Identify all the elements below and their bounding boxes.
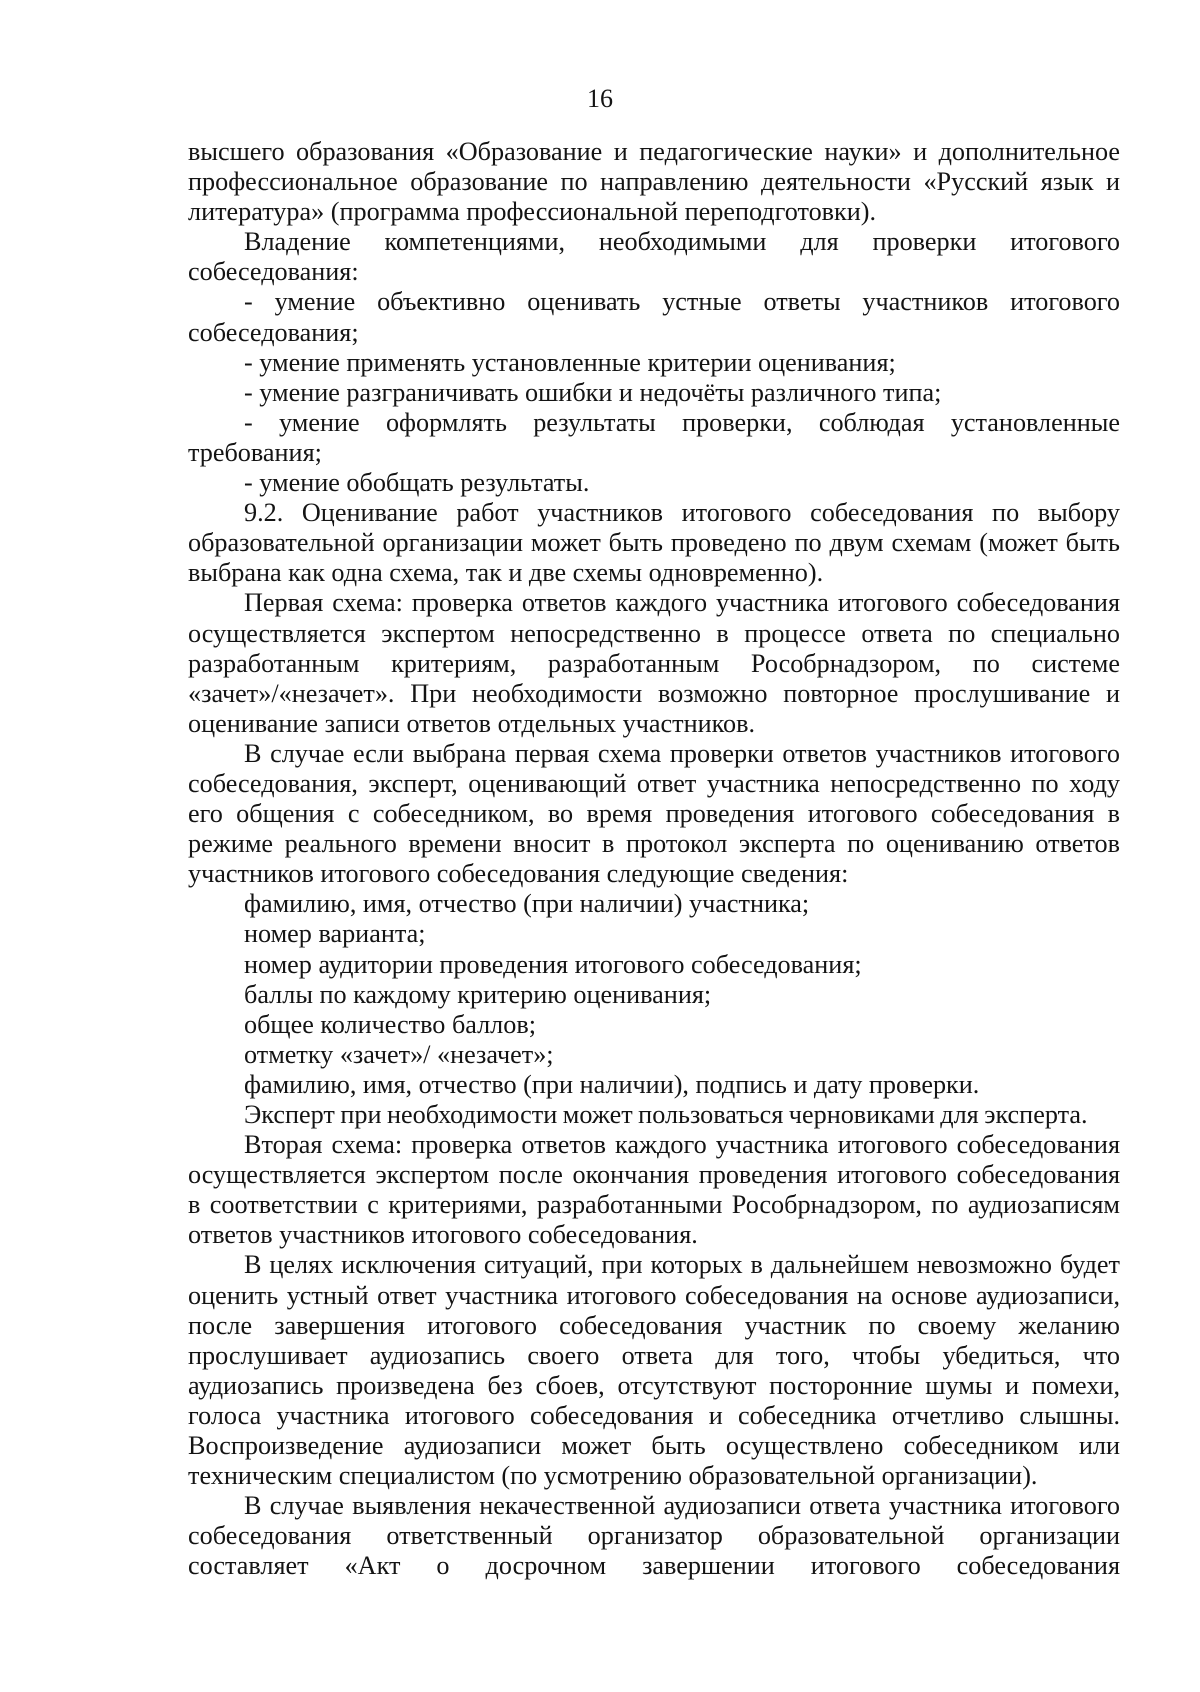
list-item-skill: - умение оформлять результаты проверки, соблюдая установленные требования; [188, 407, 1120, 467]
list-item-skill: - умение обобщать результаты. [244, 468, 590, 498]
body-text [188, 137, 1120, 1582]
paragraph-drafts-note: Эксперт при необходимости может пользоваться черновиками для эксперта. [244, 1100, 1088, 1129]
list-item-skill: - умение объективно оценивать устные ответы участников итогового собеседования; [188, 287, 1120, 347]
list-item-skill: - умение разграничивать ошибки и недочёты различного типа; [244, 377, 942, 407]
paragraph-section-9-2: 9.2. Оценивание работ участников итогового собеседования по выбору образовательной организации может быть проведено по двум схемам (может быть выбрана как одна схема, так и две схемы одновременно). [188, 498, 1120, 588]
list-item-protocol-field: отметку «зачет»/ «незачет»; [244, 1039, 554, 1069]
paragraph-continuation: высшего образования «Образование и педагогические науки» и дополнительное профессиональное образование по направлению деятельности «Русский язык и литература» (программа профессиональной переподготовки). [188, 137, 1120, 227]
paragraph-second-scheme: Вторая схема: проверка ответов каждого участника итогового собеседования осуществляется экспертом после окончания проведения итогового собеседования в соответствии с критериями, разработанными Рособрнадзором, по аудиозаписям ответов участников итогового собеседования. [188, 1130, 1120, 1250]
paragraph-competencies-intro: Владение компетенциями, необходимыми для проверки итогового собеседования: [188, 227, 1120, 287]
list-item-protocol-field: номер варианта; [244, 919, 426, 949]
page-number: 16 [587, 84, 613, 113]
paragraph-first-scheme-details: В случае если выбрана первая схема проверки ответов участников итогового собеседования, эксперт, оценивающий ответ участника непосредственно по ходу его общения с собеседником, во время проведения итогового собеседования в режиме реального времени вносит в протокол эксперта по оцениванию ответов участников итогового собеседования следующие сведения: [188, 738, 1120, 889]
paragraph-poor-audio: В случае выявления некачественной аудиозаписи ответа участника итогового собеседования ответственный организатор образовательной организации составляет «Акт о досрочном завершении итогового собеседования [188, 1491, 1120, 1581]
paragraph-audio-check: В целях исключения ситуаций, при которых в дальнейшем невозможно будет оценить устный ответ участника итогового собеседования на основе аудиозаписи, после завершения итогового собеседования участник по своему желанию прослушивает аудиозапись своего ответа для того, чтобы убедиться, что аудиозапись произведена без сбоев, отсутствуют посторонние шумы и помехи, голоса участника итогового собеседования и собеседника отчетливо слышны. Воспроизведение аудиозаписи может быть осуществлено собеседником или техническим специалистом (по усмотрению образовательной организации). [188, 1250, 1120, 1491]
list-item-protocol-field: фамилию, имя, отчество (при наличии), подпись и дату проверки. [244, 1069, 980, 1099]
list-item-skill: - умение применять установленные критерии оценивания; [244, 347, 896, 377]
list-item-protocol-field: баллы по каждому критерию оценивания; [244, 979, 712, 1009]
list-item-protocol-field: номер аудитории проведения итогового собеседования; [244, 949, 862, 979]
list-item-protocol-field: общее количество баллов; [244, 1009, 536, 1039]
paragraph-first-scheme: Первая схема: проверка ответов каждого участника итогового собеседования осуществляется экспертом непосредственно в процессе ответа по специально разработанным критериям, разработанным Рособрнадзором, по системе «зачет»/«незачет». При необходимости возможно повторное прослушивание и оценивание записи ответов отдельных участников. [188, 588, 1120, 738]
list-item-protocol-field: фамилию, имя, отчество (при наличии) участника; [244, 889, 810, 919]
